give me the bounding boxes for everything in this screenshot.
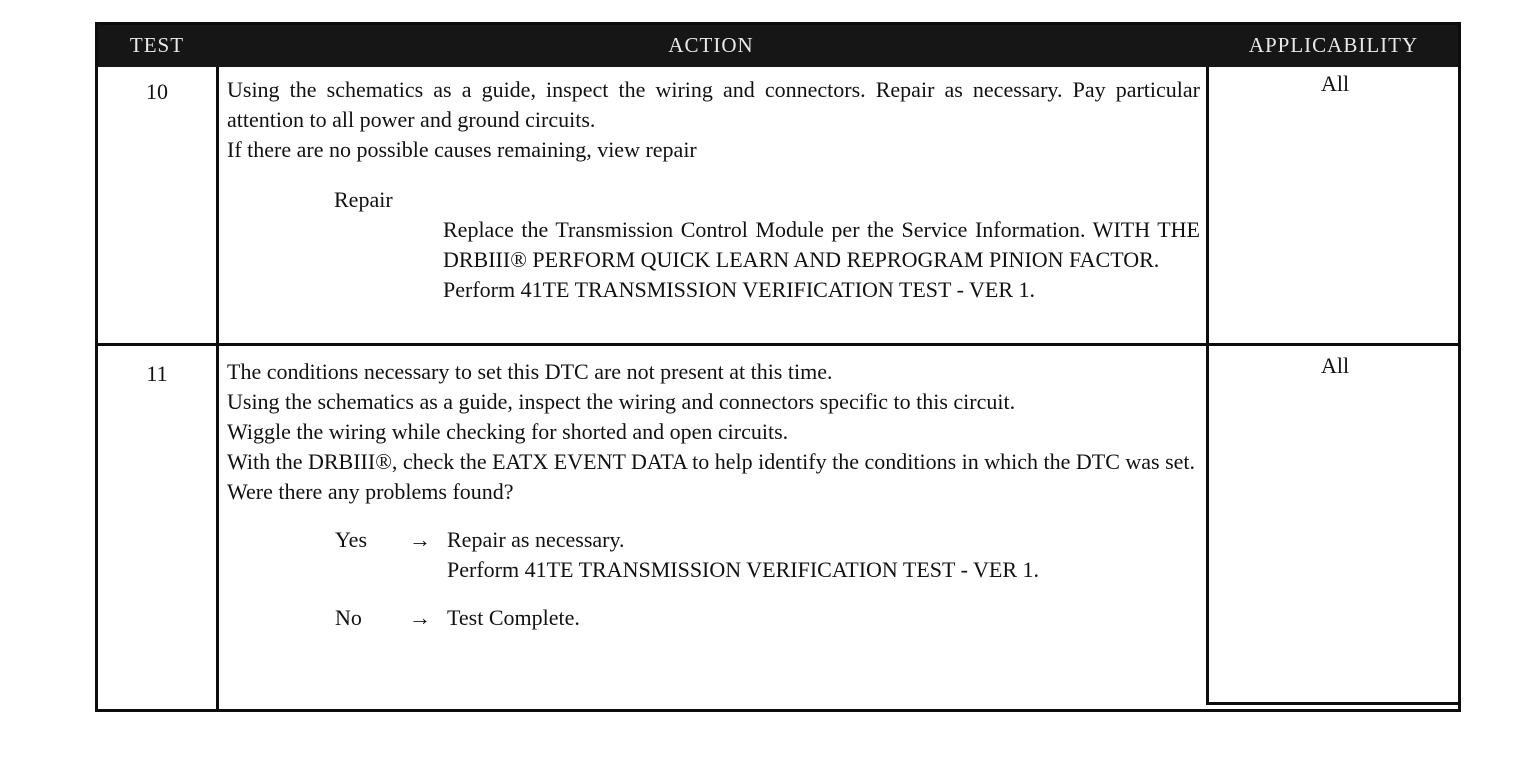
action-text-line: With the DRBIII®, check the EATX EVENT DATA to help identify the conditions in which the DTC was set.	[227, 449, 1196, 474]
row-divider	[98, 343, 1461, 346]
applicability-bottom-border	[1206, 702, 1461, 705]
outcome-text-line: Perform 41TE TRANSMISSION VERIFICATION TEST - VER 1.	[447, 557, 1039, 582]
outcome-body-no	[447, 603, 580, 633]
outcome-text-line: Repair as necessary.	[447, 527, 625, 552]
action-text-line: Wiggle the wiring while checking for shorted and open circuits.	[227, 419, 789, 444]
outcome-yes	[227, 525, 1200, 585]
action-row-11	[227, 357, 1200, 633]
action-text-line: If there are no possible causes remaining, view repair	[227, 137, 697, 162]
repair-text-line: Replace the Transmission Control Module per the Service Information. WITH THE DRBIII® PERFORM QUICK LEARN AND REPROGRAM PINION FACTOR.	[443, 217, 1200, 272]
column-divider-test	[216, 67, 219, 712]
column-divider-applicability	[1206, 67, 1209, 704]
arrow-right-icon: →	[409, 605, 431, 630]
applicability-row-10: All	[1320, 71, 1350, 96]
header-applicability: APPLICABILITY	[1248, 33, 1419, 57]
outcome-text-line: Test Complete.	[447, 605, 580, 630]
action-text-line: Using the schematics as a guide, inspect the wiring and connectors specific to this circuit.	[227, 389, 1016, 414]
action-text-line: The conditions necessary to set this DTC are not present at this time.	[227, 359, 833, 384]
outcome-no	[227, 603, 1200, 633]
applicability-row-11: All	[1320, 353, 1350, 378]
header-test: TEST	[129, 33, 185, 57]
test-number-11: 11	[146, 361, 168, 386]
repair-body	[443, 215, 1200, 305]
action-text-line: Using the schematics as a guide, inspect the wiring and connectors. Repair as necessary. Pay particular attention to all power and ground circuits.	[227, 77, 1200, 132]
test-number-10: 10	[146, 79, 168, 104]
outcome-label-yes: Yes	[335, 527, 368, 552]
repair-label: Repair	[334, 187, 393, 212]
header-action: ACTION	[668, 33, 754, 57]
outcome-label-no: No	[335, 605, 362, 630]
repair-text-line: Perform 41TE TRANSMISSION VERIFICATION TEST - VER 1.	[443, 277, 1035, 302]
action-text-line: Were there any problems found?	[227, 479, 514, 504]
diagnostic-table	[95, 22, 1461, 712]
table-header	[98, 25, 1458, 67]
outcome-body-yes	[447, 525, 1039, 585]
arrow-right-icon: →	[409, 527, 431, 552]
action-row-10	[227, 75, 1200, 305]
